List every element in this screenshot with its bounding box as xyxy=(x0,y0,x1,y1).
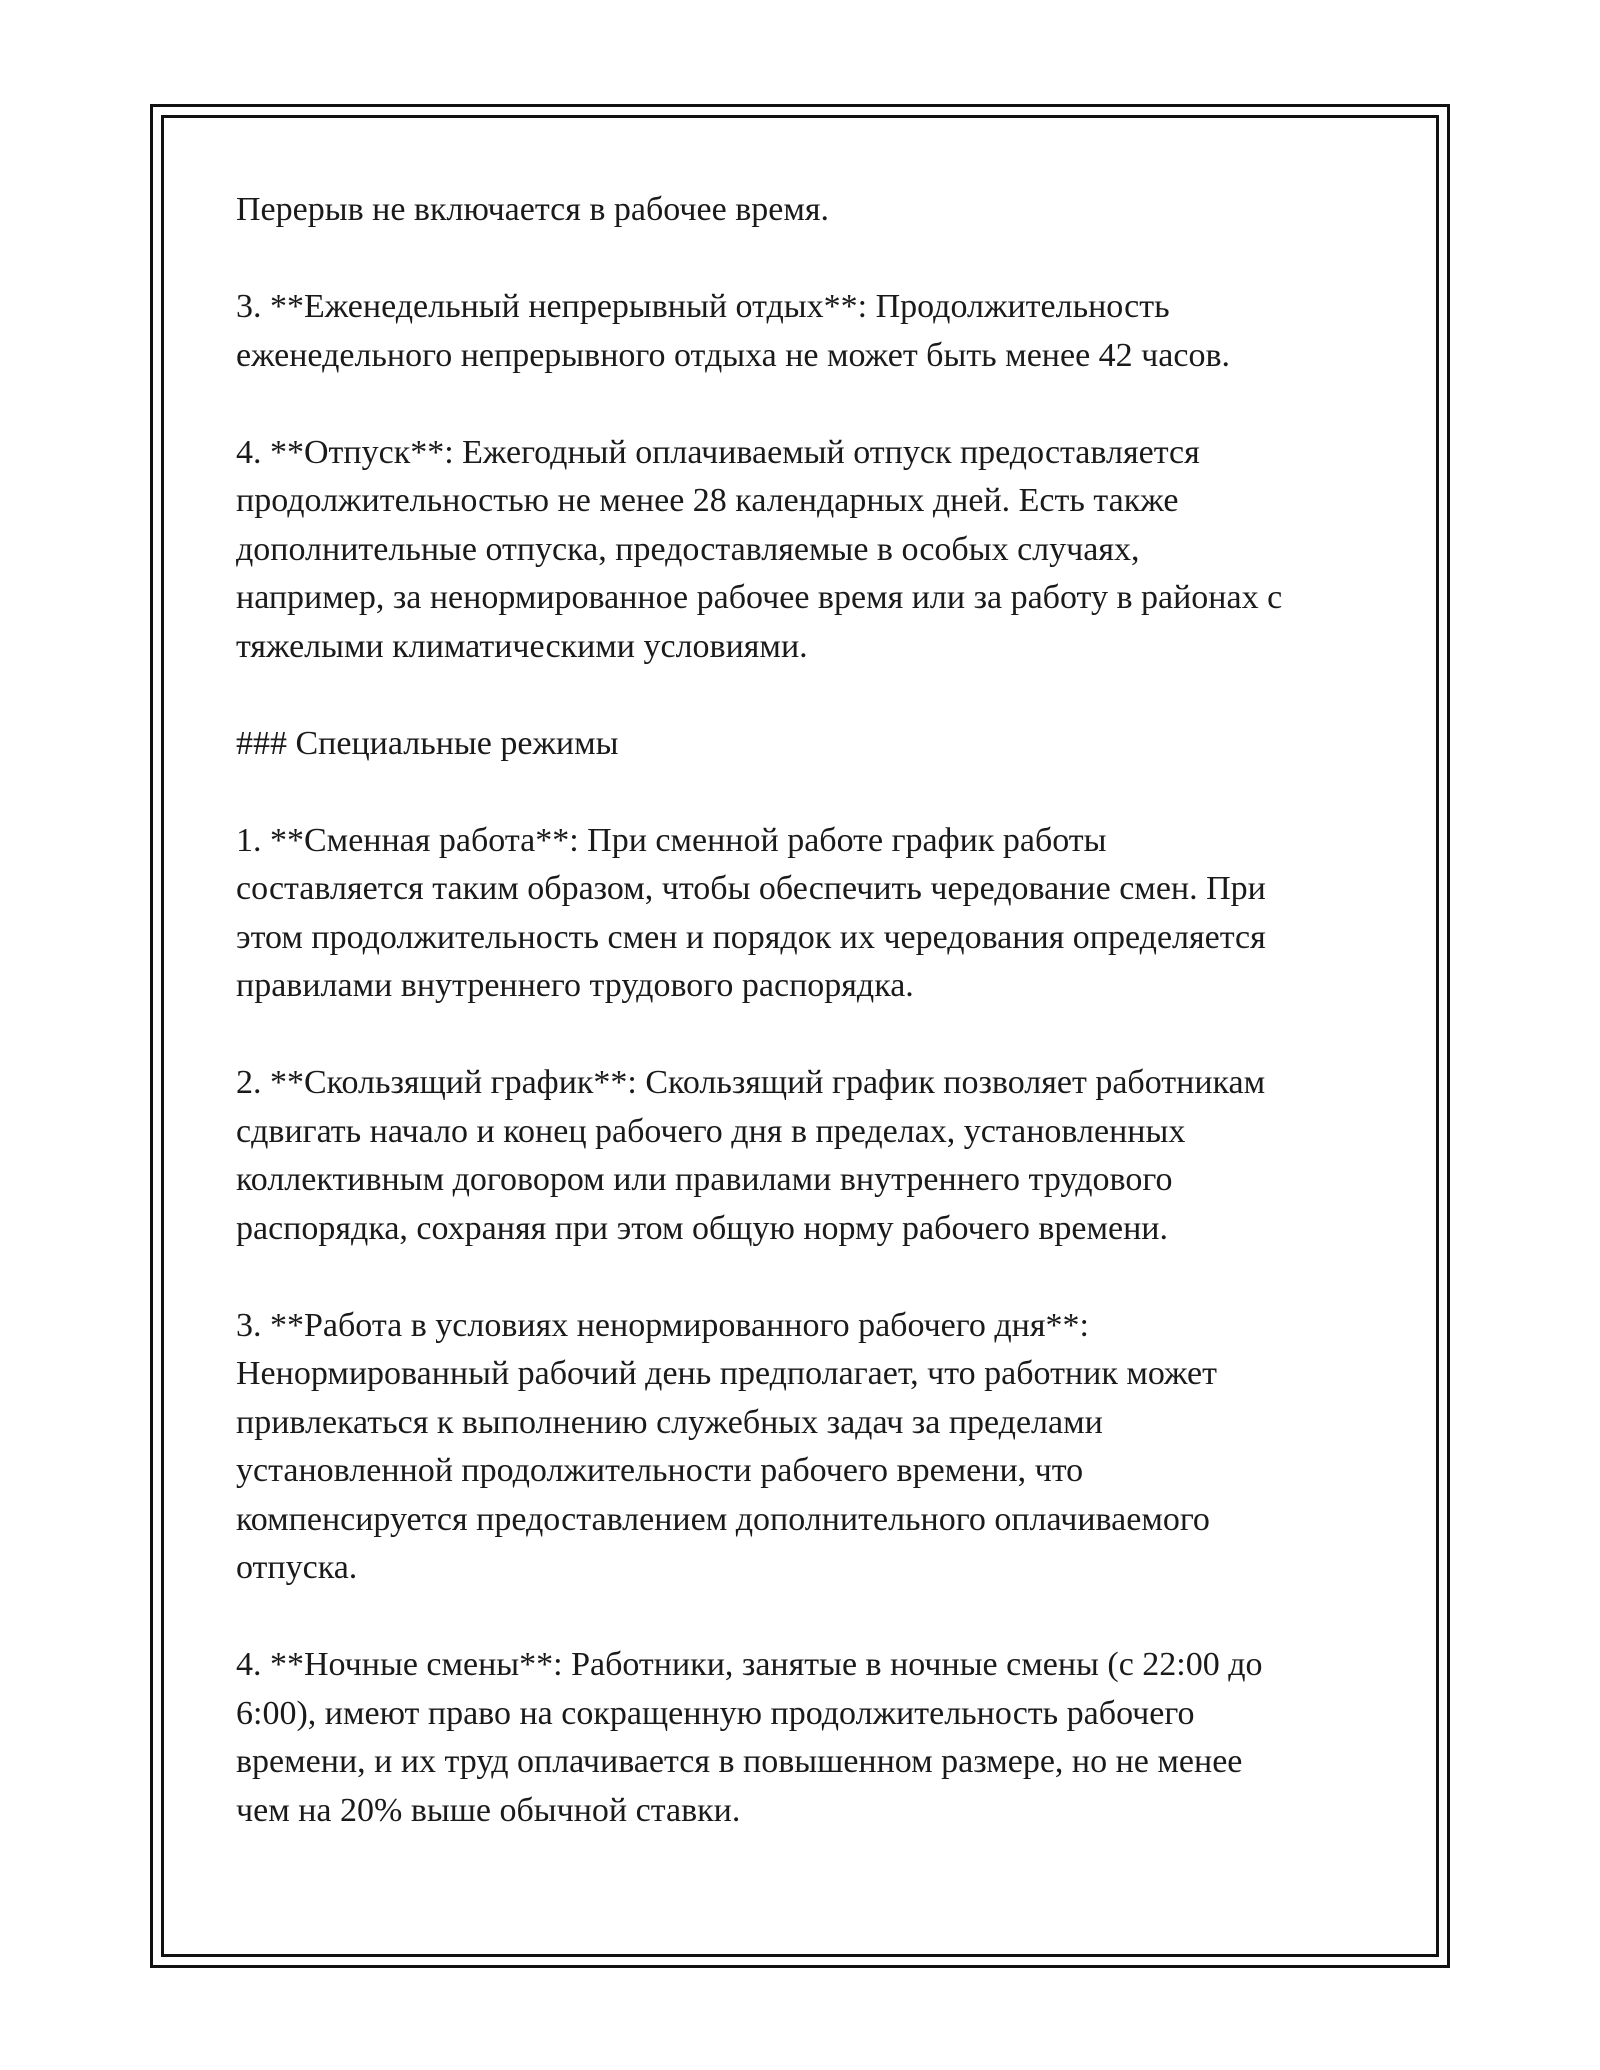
text-line: распорядка, сохраняя при этом общую норму рабочего времени. xyxy=(236,1209,1168,1247)
text-line: отпуска. xyxy=(236,1549,358,1586)
text-line: 3. **Еженедельный непрерывный отдых**: Продолжительность xyxy=(236,288,1170,325)
text-line: чем на 20% выше обычной ставки. xyxy=(236,1791,741,1829)
text-line: ### Специальные режимы xyxy=(236,724,619,762)
text-line: 4. **Ночные смены**: Работники, занятые в ночные смены (с 22:00 до xyxy=(236,1646,1263,1683)
text-line: 3. **Работа в условиях ненормированного рабочего дня**: xyxy=(236,1306,1089,1344)
text-line: компенсируется предоставлением дополнительного оплачиваемого xyxy=(236,1500,1210,1538)
paragraph-irregular-day xyxy=(236,1302,1386,1593)
text-line: этом продолжительность смен и порядок их чередования определяется xyxy=(236,918,1266,956)
text-line: Перерыв не включается в рабочее время. xyxy=(236,191,829,228)
text-line: тяжелыми климатическими условиями. xyxy=(236,627,808,665)
paragraph-break-note xyxy=(236,186,1386,235)
text-line: 2. **Скользящий график**: Скользящий график позволяет работникам xyxy=(236,1064,1266,1101)
text-line: сдвигать начало и конец рабочего дня в пределах, установленных xyxy=(236,1112,1186,1150)
text-line: например, за ненормированное рабочее время или за работу в районах с xyxy=(236,579,1283,616)
text-line: времени, и их труд оплачивается в повышенном размере, но не менее xyxy=(236,1743,1243,1780)
paragraph-vacation xyxy=(236,429,1386,672)
text-line: 1. **Сменная работа**: При сменной работе график работы xyxy=(236,821,1107,859)
text-line: еженедельного непрерывного отдыха не может быть менее 42 часов. xyxy=(236,336,1231,374)
section-heading-special-modes xyxy=(236,720,1386,769)
text-line: составляется таким образом, чтобы обеспечить чередование смен. При xyxy=(236,870,1266,907)
text-line: установленной продолжительности рабочего времени, что xyxy=(236,1452,1084,1489)
text-line: правилами внутреннего трудового распорядка. xyxy=(236,967,914,1004)
paragraph-night-shifts xyxy=(236,1641,1386,1835)
paragraph-flexible-schedule xyxy=(236,1059,1386,1253)
text-line: привлекаться к выполнению служебных задач за пределами xyxy=(236,1403,1103,1441)
text-line: продолжительностью не менее 28 календарных дней. Есть также xyxy=(236,482,1179,519)
document-body xyxy=(236,186,1386,1835)
paragraph-shift-work xyxy=(236,817,1386,1011)
text-line: 4. **Отпуск**: Ежегодный оплачиваемый отпуск предоставляется xyxy=(236,433,1200,471)
paragraph-weekly-rest xyxy=(236,283,1386,380)
text-line: коллективным договором или правилами внутреннего трудового xyxy=(236,1161,1173,1198)
text-line: дополнительные отпуска, предоставляемые в особых случаях, xyxy=(236,530,1140,568)
text-line: Ненормированный рабочий день предполагает, что работник может xyxy=(236,1355,1218,1392)
text-line: 6:00), имеют право на сокращенную продолжительность рабочего xyxy=(236,1694,1195,1732)
